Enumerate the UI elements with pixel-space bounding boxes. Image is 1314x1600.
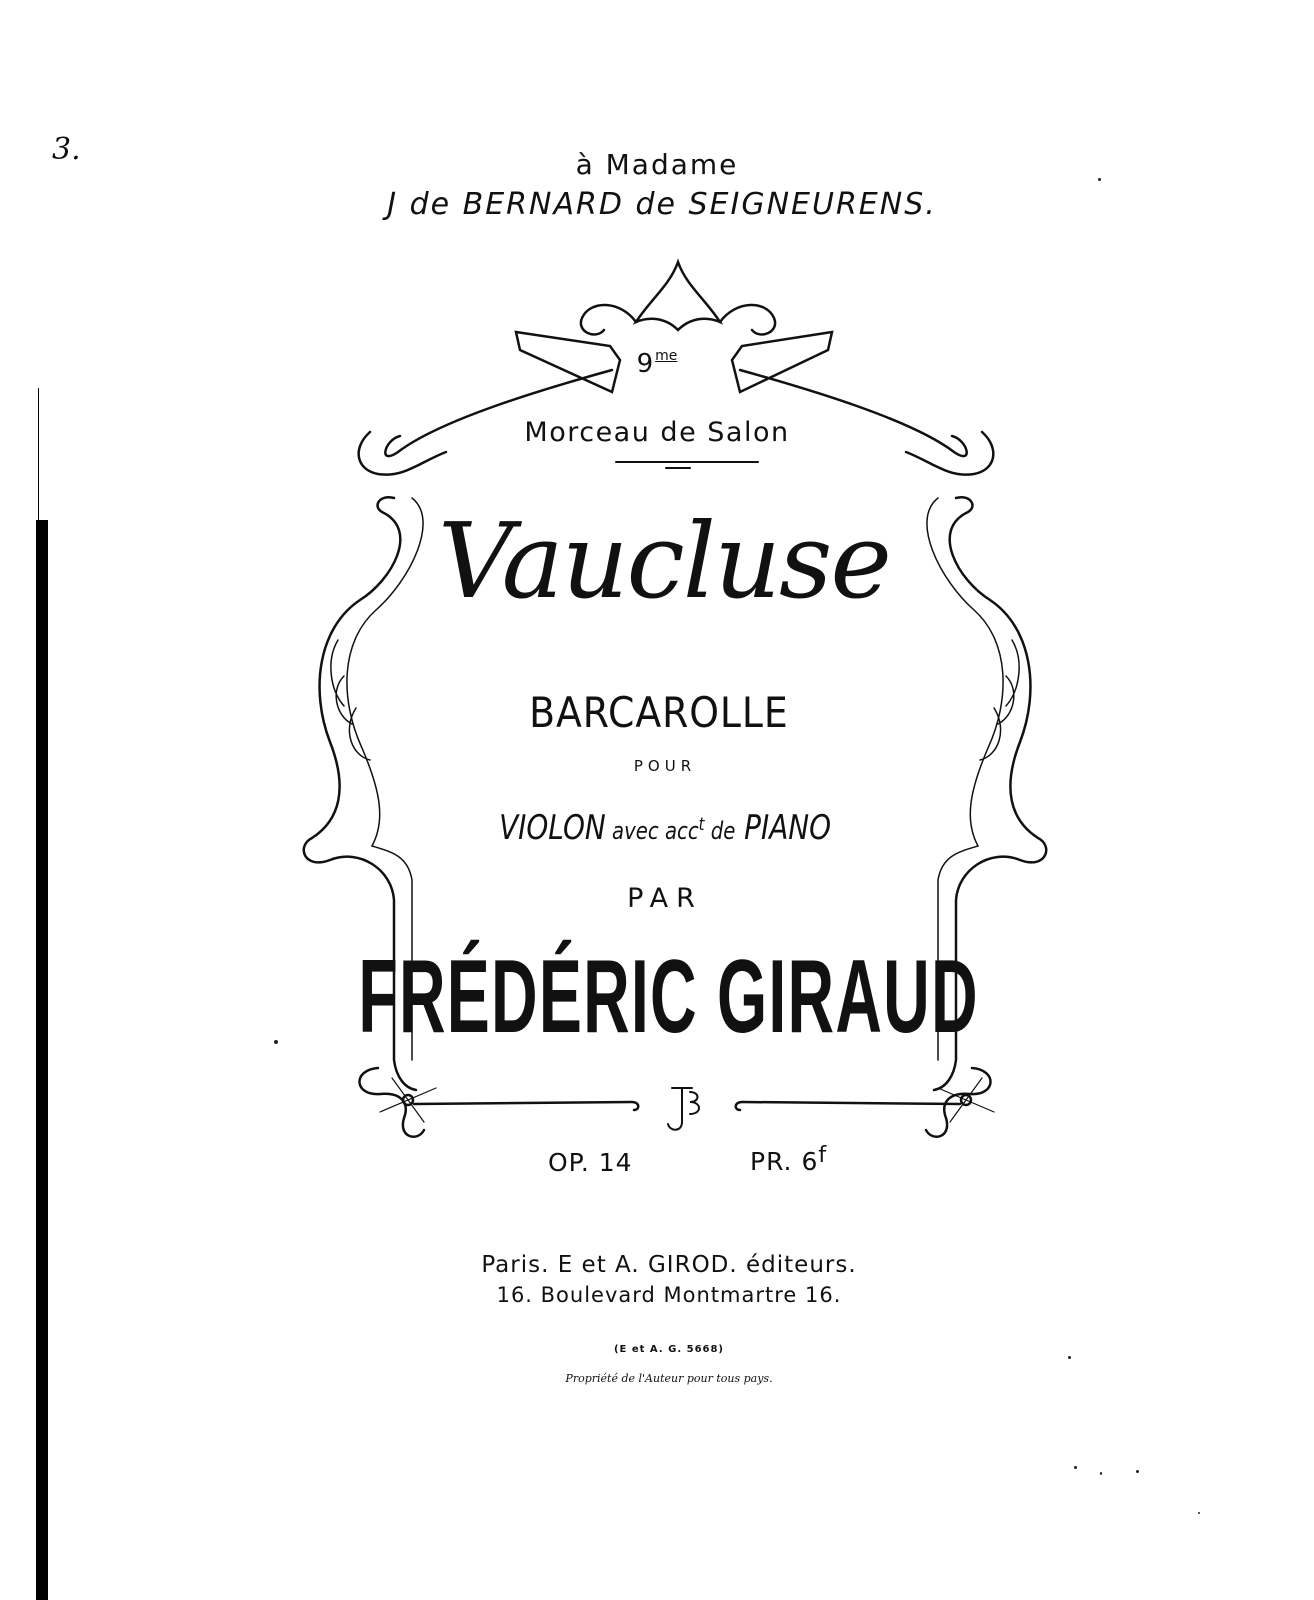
scan-speck [1136, 1470, 1139, 1473]
crest-ornament [636, 262, 720, 330]
scan-speck [1198, 1512, 1200, 1514]
subtitle: BARCAROLLE [529, 688, 789, 737]
composer-name: FRÉDÉRIC GIRAUD [358, 939, 979, 1055]
scan-speck [274, 1040, 278, 1044]
title: Vaucluse [438, 500, 890, 622]
scan-speck [1100, 1472, 1102, 1475]
dedication-line1: à Madame [575, 148, 739, 181]
publisher-line2: 16. Boulevard Montmartre 16. [496, 1283, 842, 1307]
crest-right-scroll [720, 305, 775, 335]
bottom-bar-right [736, 1102, 960, 1110]
series-number: 9 $^{me}$ [636, 348, 678, 379]
bottom-bar-left [414, 1102, 638, 1110]
genre-label: Morceau de Salon [524, 417, 790, 448]
page-number: 3. [52, 132, 81, 167]
for-label: POUR [633, 757, 697, 775]
instrumentation: VIOLON avec acc$^t$ de PIANO [499, 808, 832, 848]
crest-left-scroll [581, 305, 636, 335]
scan-speck [1098, 178, 1101, 181]
opus-number: OP. 14 [548, 1148, 633, 1177]
scan-speck [1074, 1466, 1077, 1469]
plate-number: (E et A. G. 5668) [613, 1344, 725, 1355]
publisher-line1: Paris. E et A. GIROD. éditeurs. [481, 1252, 857, 1278]
dedication-line2: J de BERNARD de SEIGNEURENS. [387, 187, 937, 222]
scan-speck [1068, 1356, 1071, 1359]
monogram-icon [668, 1088, 699, 1130]
right-lower-volute [926, 1068, 991, 1137]
copyright-note: Propriété de l'Auteur pour tous pays. [565, 1372, 773, 1385]
price: PR. 6$^f$ [750, 1143, 828, 1176]
by-label: PAR [627, 883, 703, 914]
